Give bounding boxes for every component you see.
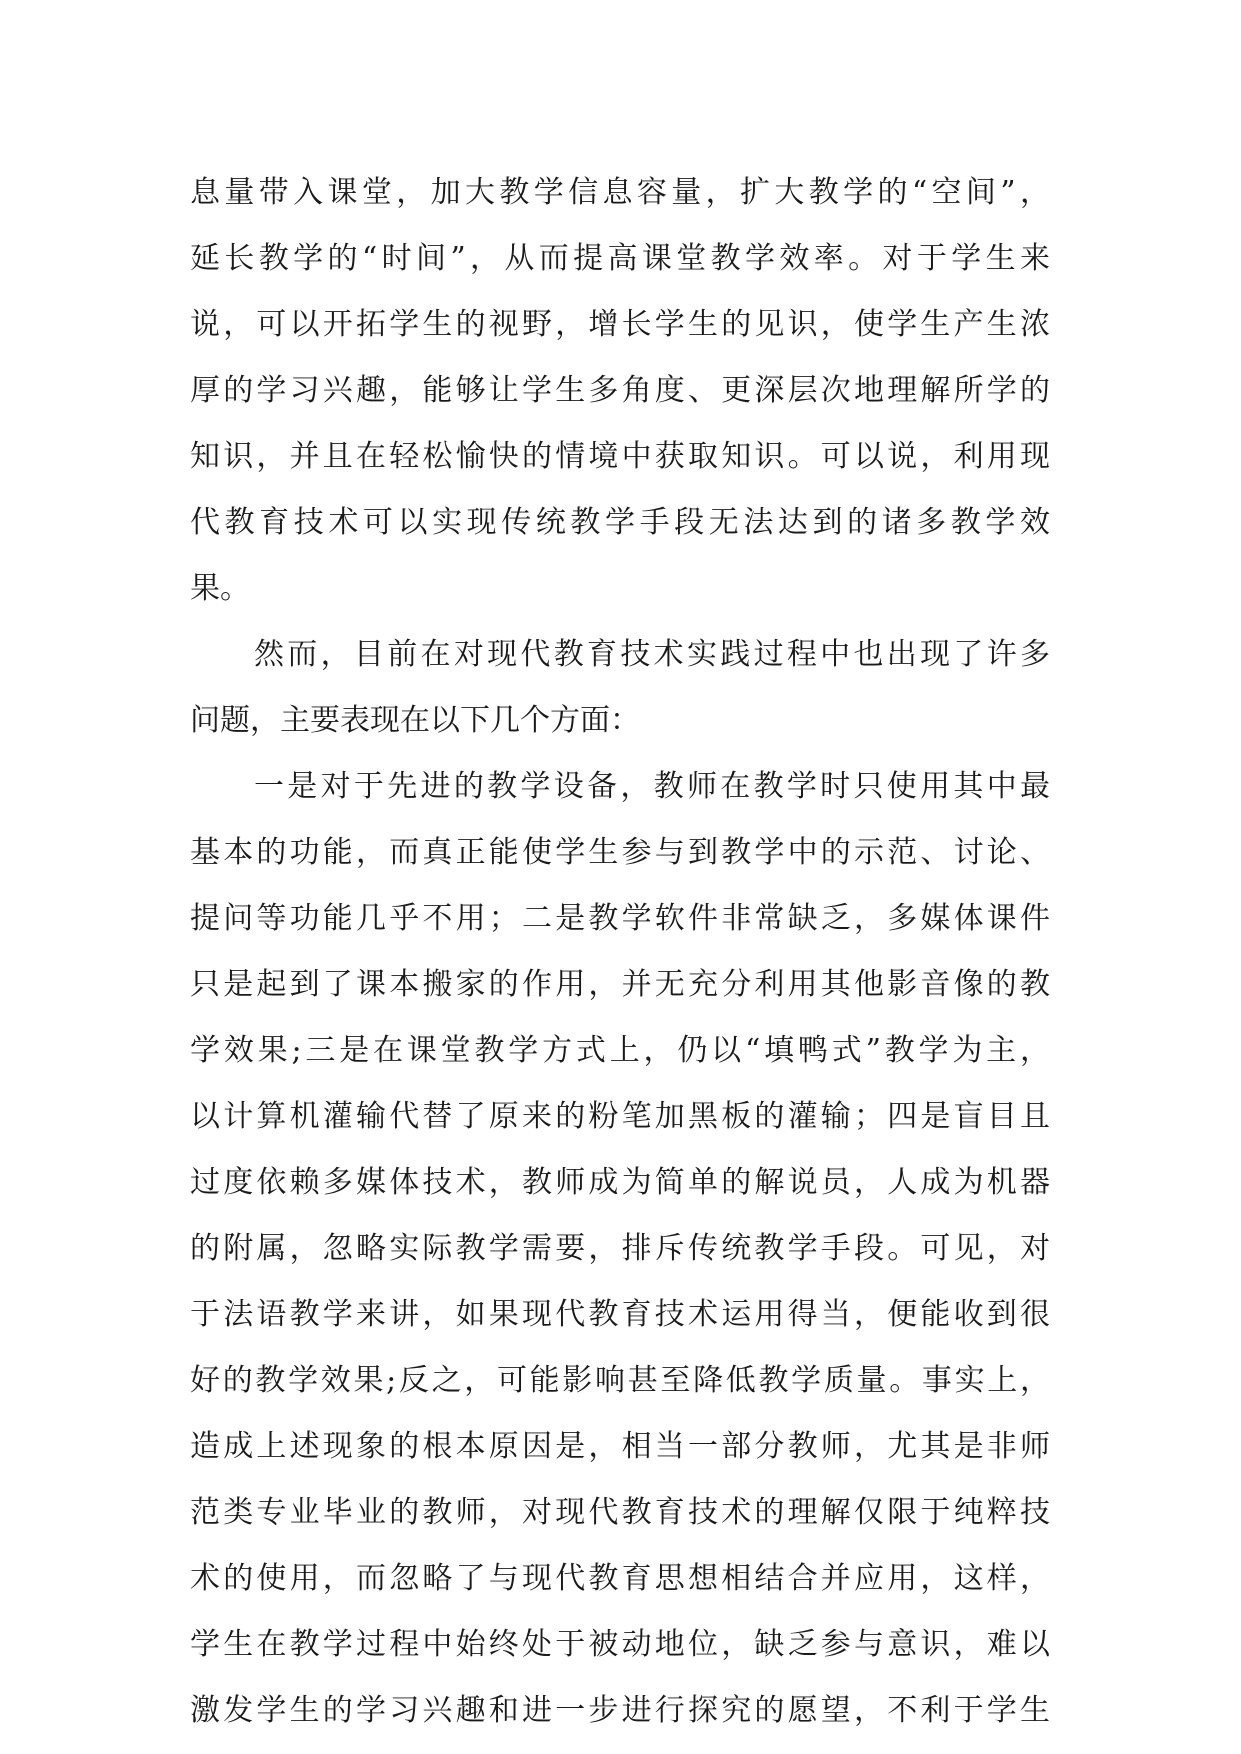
text-line: 说，可以开拓学生的视野，增长学生的见识，使学生产生浓 xyxy=(190,307,1050,342)
text-line: 果。 xyxy=(190,571,250,606)
text-line: 好的教学效果;反之，可能影响甚至降低教学质量。事实上， xyxy=(190,1363,1050,1398)
text-line: 造成上述现象的根本原因是，相当一部分教师，尤其是非师 xyxy=(190,1429,1050,1464)
text-line: 知识，并且在轻松愉快的情境中获取知识。可以说，利用现 xyxy=(190,439,1050,474)
text-line: 延长教学的“时间”，从而提高课堂教学效率。对于学生来 xyxy=(190,241,1050,276)
text-line: 学生在教学过程中始终处于被动地位，缺乏参与意识，难以 xyxy=(190,1627,1050,1662)
text-line: 于法语教学来讲，如果现代教育技术运用得当，便能收到很 xyxy=(190,1297,1050,1332)
text-line: 代教育技术可以实现传统教学手段无法达到的诸多教学效 xyxy=(190,505,1050,540)
paragraph-start-line: 然而，目前在对现代教育技术实践过程中也出现了许多 xyxy=(254,637,1050,672)
text-line: 只是起到了课本搬家的作用，并无充分利用其他影音像的教 xyxy=(190,967,1050,1002)
text-line: 以计算机灌输代替了原来的粉笔加黑板的灌输；四是盲目且 xyxy=(190,1099,1050,1134)
text-line: 激发学生的学习兴趣和进一步进行探究的愿望，不利于学生 xyxy=(190,1693,1050,1728)
text-line: 基本的功能，而真正能使学生参与到教学中的示范、讨论、 xyxy=(190,835,1050,870)
paragraph-start-line: 一是对于先进的教学设备，教师在教学时只使用其中最 xyxy=(254,769,1050,804)
text-line: 范类专业毕业的教师，对现代教育技术的理解仅限于纯粹技 xyxy=(190,1495,1050,1530)
text-line: 过度依赖多媒体技术，教师成为简单的解说员，人成为机器 xyxy=(190,1165,1050,1200)
text-line: 问题，主要表现在以下几个方面： xyxy=(190,703,640,738)
text-line: 息量带入课堂，加大教学信息容量，扩大教学的“空间”， xyxy=(190,175,1050,210)
text-line: 学效果;三是在课堂教学方式上，仍以“填鸭式”教学为主， xyxy=(190,1033,1050,1068)
text-line: 的附属，忽略实际教学需要，排斥传统教学手段。可见，对 xyxy=(190,1231,1050,1266)
body-text xyxy=(190,160,1050,1744)
text-line: 术的使用，而忽略了与现代教育思想相结合并应用，这样， xyxy=(190,1561,1050,1596)
text-line: 提问等功能几乎不用；二是教学软件非常缺乏，多媒体课件 xyxy=(190,901,1050,936)
text-line: 厚的学习兴趣，能够让学生多角度、更深层次地理解所学的 xyxy=(190,373,1050,408)
